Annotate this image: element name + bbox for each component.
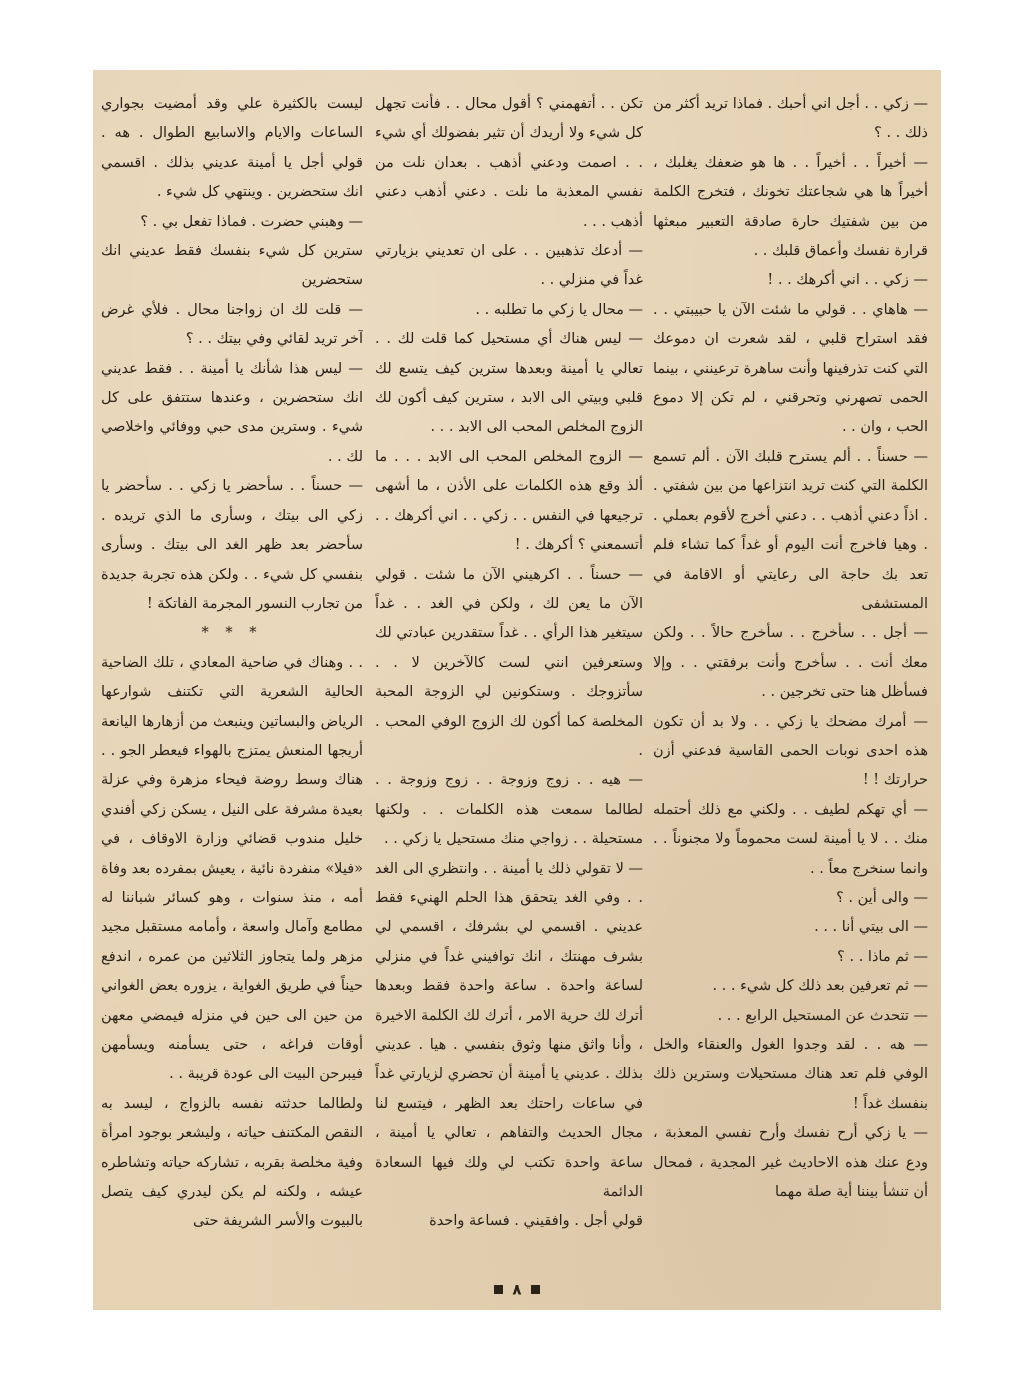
paragraph: — أجل . . سأخرج . . سأخرج حالاً . . ولكن معك أنت . . سأخرج وأنت برفقتي . . وإلا فسأظل هنا حتى تخرجين . . xyxy=(653,625,928,701)
paragraph: — يا زكي أرح نفسك وأرح نفسي المعذبة ، ودع عنك هذه الاحاديث غير المجدية ، فمحال أن تنشأ بيننا أية صلة مهما xyxy=(653,1125,928,1201)
magazine-page xyxy=(93,70,941,1310)
paragraph: تكن . . أتفهمني ؟ أقول محال . . فأنت تجهل كل شيء ولا أريدك أن تثير بفضولك أي شيء . . اصمت ودعني أذهب . بعدان نلت من نفسي المعذبة ما نلت . دعني أذهب دعني أذهب . . . xyxy=(375,96,643,230)
text-column-middle xyxy=(375,90,643,1255)
paragraph: — ليس هذا شأنك يا أمينة . . فقط عديني انك ستحضرين ، وعندها ستتفق على كل شيء . وسترين مدى حبي ووفائي واخلاصي لك . . xyxy=(101,360,363,465)
paragraph: — زكي . . اني أكرهك . . ! xyxy=(767,272,928,289)
paragraph: — زكي . . أجل اني أحبك . فماذا تريد أكثر من ذلك . . ؟ xyxy=(653,96,928,142)
paragraph: ليست بالكثيرة علي وقد أمضيت بجواري الساعات والايام والاسابيع الطوال . هه . قولي أجل يا أمينة عديني بذلك . اقسمي انك ستحضرين . وينتهي كل شيء . xyxy=(101,96,363,201)
paragraph: — لا تقولي ذلك يا أمينة . . وانتظري الى الغد . . وفي الغد يتحقق هذا الحلم الهنيء فقط عديني . اقسمي لي بشرفك ، اقسمي لي بشرف مهنتك ، انك توافيني غداً في منزلي لساعة واحدة . ساعة واحدة فقط وبعدها أترك لك حرية الامر ، أترك لك الكلمة الاخيرة ، وأنا واثق منها وثوق بنفسي . هيا . عديني بذلك . عديني يا أمينة أن تحضري لزيارتي غداً في ساعات راحتك بعد الظهر ، فيتسع لنا مجال الحديث والتفاهم ، تعالي يا أمينة ، ساعة واحدة تكتب لي ولك فيها السعادة الدائمة xyxy=(375,860,643,1201)
page-number xyxy=(93,1280,941,1299)
square-ornament-icon xyxy=(494,1285,503,1294)
paragraph: — والى أين . ؟ xyxy=(836,889,928,906)
text-column-left xyxy=(101,90,363,1255)
paragraph: . . وهناك في ضاحية المعادي ، تلك الضاحية الحالية الشعرية التي تكتنف شوارعها الرياض والبساتين وينبعث من أزهارها اليانعة أريجها المنعش يمتزج بالهواء فيعطر الجو . . هناك وسط روضة فيحاء مزهرة وفي عزلة بعيدة مشرفة على النيل ، يسكن زكي أفندي خليل مندوب قضائي وزارة الاوقاف ، في «فيلا» منفردة نائية ، يعيش بمفرده بعد وفاة أمه ، منذ سنوات ، وهو كسائر شباننا له مطامع وآمال واسعة ، وأمامه مستقبل مجيد مزهر ولما يتجاوز الثلاثين من عمره ، اندفع حيناً في طريق الغواية ، يزوره بعض الغواني من حين الى حين في منزله فيمضي معهن أوقات فراغه ، حتى يسأمنه ويسأمهن فيبرحن البيت الى عودة قريبة . . xyxy=(101,654,363,1083)
section-separator: * * * xyxy=(201,625,263,642)
paragraph: — ثم ماذا . . ؟ xyxy=(837,948,928,965)
paragraph: — هاهاي . . قولي ما شئت الآن يا حبيبتي . . فقد استراح قلبي ، لقد شعرت ان دموعك التي كنت تذرفينها وأنت ساهرة ترعينني ، بينما الحمى تصهرني وتحرقني ، لم تكن إلا دموع الحب ، وان . . xyxy=(653,301,928,436)
paragraph: — أمرك مضحك يا زكي . . ولا بد أن تكون هذه احدى نوبات الحمى القاسية فدعني أزن حرارتك ! ! xyxy=(653,713,928,789)
paragraph: — حسناً . . ألم يسترح قلبك الآن . ألم تسمع الكلمة التي كنت تريد انتزاعها من بين شفتي . . اذاً دعني أذهب . . دعني أخرج لأقوم بعملي . . وهيا فاخرج أنت اليوم أو غداً كما تشاء فلم تعد بك حاجة الى رعايتي أو الاقامة في المستشفى xyxy=(653,448,928,612)
paragraph: قولي أجل . وافقيني . فساعة واحدة xyxy=(429,1213,643,1230)
paragraph: — تتحدث عن المستحيل الرابع . . . xyxy=(717,1007,928,1024)
paragraph: — الزوج المخلص المحب الى الابد . . . ما ألذ وقع هذه الكلمات على الأذن ، ما أشهى ترجيعها في النفس . . زكي . . اني أكرهك . . أتسمعني ؟ أكرهك . ! xyxy=(375,448,643,554)
paragraph: — هه . . لقد وجدوا الغول والعنقاء والخل الوفي فلم تعد هناك مستحيلات وسترين ذلك بنفسك غداً ! xyxy=(653,1037,928,1112)
paragraph: — أدعك تذهبين . . على ان تعديني بزيارتي غداً في منزلي . . xyxy=(375,243,643,289)
paragraph: — ثم تعرفين بعد ذلك كل شيء . . . xyxy=(712,978,928,995)
paragraph: ولطالما حدثته نفسه بالزواج ، ليسد به النقص المكتنف حياته ، وليشعر بوجود امرأة وفية مخلصة بقربه ، تشاركه حياته وتشاطره عيشه ، ولكنه لم يكن ليدري كيف يتصل بالبيوت والأسر الشريفة حتى xyxy=(101,1095,363,1230)
paragraph: سترين كل شيء بنفسك فقط عديني انك ستحضرين xyxy=(101,243,363,289)
page-number-text: ٨ xyxy=(512,1280,522,1298)
paragraph: — ليس هناك أي مستحيل كما قلت لك . . تعالي يا أمينة وبعدها سترين كيف يتسع لك قلبي وبيتي الى الابد ، سترين كيف أكون لك الزوج المخلص المحب الى الابد . . . xyxy=(375,331,643,436)
paragraph: — حسناً . . سأحضر يا زكي . . سأحضر يا زكي الى بيتك ، وسأرى ما الذي تريده . سأحضر بعد ظهر الغد الى بيتك . وسأرى بنفسي كل شيء . . ولكن هذه تجربة جديدة من تجارب النسور المجرمة الفاتكة ! xyxy=(101,478,363,612)
text-column-right xyxy=(653,90,928,1255)
paragraph: — محال يا زكي ما تطلبه . . xyxy=(475,301,643,318)
paragraph: — هيه . . زوج وزوجة . . زوج وزوجة . . لطالما سمعت هذه الكلمات . . ولكنها مستحيلة . . زواجي منك مستحيل يا زكي . . xyxy=(375,772,643,848)
paragraph: — حسناً . . اكرهيني الآن ما شئت . قولي الآن ما يعن لك ، ولكن في الغد . . غداً سيتغير هذا الرأي . . غداً ستقدرين عبادتي لك وستعرفين انني لست كالآخرين لا . . سأتزوجك . وستكونين لي الزوجة المحبة المخلصة كما أكون لك الزوج الوفي المحب . . xyxy=(375,566,643,759)
paragraph: — الى بيتي أنا . . . xyxy=(814,919,928,936)
paragraph: — قلت لك ان زواجنا محال . فلأي غرض آخر تريد لقائي وفي بيتك . . ؟ xyxy=(101,301,363,348)
square-ornament-icon xyxy=(531,1285,540,1294)
paragraph: — أخيراً . . أخيراً . . ها هو ضعفك يغلبك ، أخيراً ها هي شجاعتك تخونك ، فتخرج الكلمة من بين شفتيك حارة صادقة التعبير مبعثها قرارة نفسك وأعماق قلبك . . xyxy=(653,154,928,260)
paragraph: — وهبني حضرت . فماذا تفعل بي . ؟ xyxy=(140,213,363,230)
paragraph: — أي تهكم لطيف . . ولكني مع ذلك أحتمله منك . . لا يا أمينة لست محموماً ولا مجنوناً . . وانما سنخرج معاً . . xyxy=(653,801,928,877)
